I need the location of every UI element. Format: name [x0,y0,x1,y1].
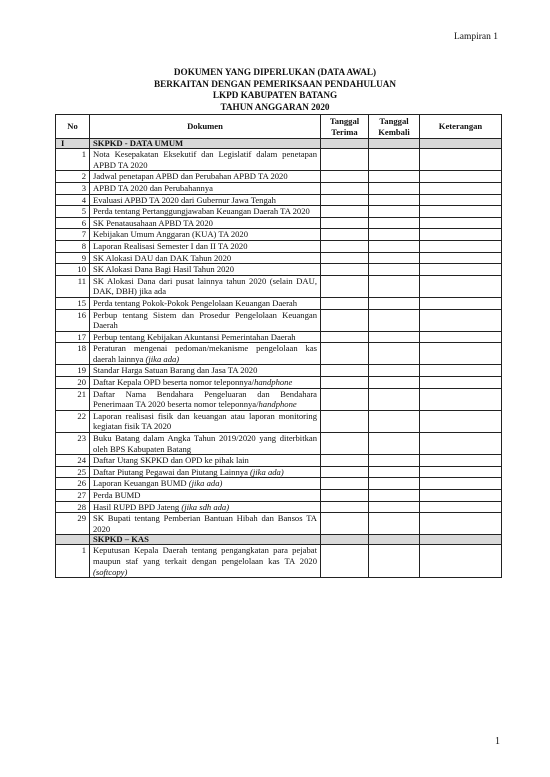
keterangan-cell [420,264,502,276]
document-name: Jadwal penetapan APBD dan Perubahan APBD TA 2020 [90,171,321,183]
keterangan-cell [420,331,502,343]
tanggal-terima-cell [321,331,369,343]
document-name: SK Alokasi DAU dan DAK Tahun 2020 [90,252,321,264]
section-empty-cell [321,139,369,149]
keterangan-cell [420,149,502,171]
table-row [56,264,502,276]
document-name: Kebijakan Umum Anggaran (KUA) TA 2020 [90,229,321,241]
table-body [56,139,502,578]
document-name: Standar Harga Satuan Barang dan Jasa TA 2020 [90,365,321,377]
keterangan-cell [420,377,502,389]
table-row [56,309,502,331]
row-number: 5 [56,206,90,218]
document-name: Daftar Piutang Pegawai dan Piutang Lainnya (jika ada) [90,466,321,478]
tanggal-terima-cell [321,171,369,183]
header-tanggal-terima: Tanggal Terima [321,115,369,139]
row-number: 7 [56,229,90,241]
section-title: SKPKD - DATA UMUM [90,139,321,149]
table-row [56,478,502,490]
tanggal-kembali-cell [369,365,420,377]
tanggal-kembali-cell [369,275,420,297]
table-row [56,466,502,478]
section-empty-cell [369,535,420,545]
tanggal-terima-cell [321,490,369,502]
title-line-4: TAHUN ANGGARAN 2020 [220,101,330,112]
keterangan-cell [420,252,502,264]
section-title: SKPKD – KAS [90,535,321,545]
table-header-row [56,115,502,139]
table-row [56,217,502,229]
tanggal-kembali-cell [369,229,420,241]
tanggal-kembali-cell [369,309,420,331]
keterangan-cell [420,466,502,478]
row-number: 29 [56,513,90,535]
table-row [56,433,502,455]
section-empty-cell [321,535,369,545]
document-title [0,67,550,113]
tanggal-terima-cell [321,309,369,331]
document-name: Laporan Realisasi Semester I dan II TA 2020 [90,240,321,252]
title-line-3: LKPD KABUPATEN BATANG [212,90,338,101]
section-empty-cell [420,139,502,149]
document-name: Buku Batang dalam Angka Tahun 2019/2020 yang diterbitkan oleh BPS Kabupaten Batang [90,433,321,455]
table-row [56,501,502,513]
tanggal-terima-cell [321,455,369,467]
row-number: 9 [56,252,90,264]
tanggal-kembali-cell [369,217,420,229]
row-number: 27 [56,490,90,502]
row-number: 3 [56,182,90,194]
table-row [56,252,502,264]
tanggal-kembali-cell [369,377,420,389]
keterangan-cell [420,545,502,578]
document-name: Evaluasi APBD TA 2020 dari Gubernur Jawa Tengah [90,194,321,206]
row-number: 21 [56,388,90,410]
page-number: 1 [495,736,500,747]
row-number: 18 [56,343,90,365]
tanggal-terima-cell [321,240,369,252]
document-name: SK Penatausahaan APBD TA 2020 [90,217,321,229]
keterangan-cell [420,513,502,535]
keterangan-cell [420,240,502,252]
row-number: 19 [56,365,90,377]
document-name: Perbup tentang Sistem dan Prosedur Pengelolaan Keuangan Daerah [90,309,321,331]
document-name: Daftar Utang SKPKD dan OPD ke pihak lain [90,455,321,467]
section-number: I [56,139,90,149]
row-number: 24 [56,455,90,467]
table-row [56,331,502,343]
row-number: 22 [56,410,90,432]
tanggal-terima-cell [321,513,369,535]
table-row [56,229,502,241]
tanggal-kembali-cell [369,410,420,432]
keterangan-cell [420,229,502,241]
table-row [56,149,502,171]
tanggal-terima-cell [321,388,369,410]
tanggal-terima-cell [321,545,369,578]
header-tanggal-kembali: Tanggal Kembali [369,115,420,139]
row-number: 4 [56,194,90,206]
row-number: 25 [56,466,90,478]
tanggal-kembali-cell [369,182,420,194]
tanggal-terima-cell [321,410,369,432]
tanggal-kembali-cell [369,331,420,343]
tanggal-terima-cell [321,229,369,241]
document-table [55,114,502,578]
tanggal-kembali-cell [369,264,420,276]
keterangan-cell [420,297,502,309]
document-name: Nota Kesepakatan Eksekutif dan Legislatif dalam penetapan APBD TA 2020 [90,149,321,171]
tanggal-terima-cell [321,501,369,513]
tanggal-terima-cell [321,217,369,229]
tanggal-kembali-cell [369,388,420,410]
tanggal-terima-cell [321,252,369,264]
document-name: Perbup tentang Kebijakan Akuntansi Pemerintahan Daerah [90,331,321,343]
table-row [56,455,502,467]
row-number: 10 [56,264,90,276]
tanggal-kembali-cell [369,149,420,171]
row-number: 20 [56,377,90,389]
row-number: 1 [56,149,90,171]
document-name: SK Alokasi Dana Bagi Hasil Tahun 2020 [90,264,321,276]
keterangan-cell [420,478,502,490]
document-name: Perda tentang Pertanggungjawaban Keuangan Daerah TA 2020 [90,206,321,218]
tanggal-terima-cell [321,194,369,206]
row-number: 17 [56,331,90,343]
tanggal-kembali-cell [369,194,420,206]
tanggal-terima-cell [321,377,369,389]
tanggal-kembali-cell [369,206,420,218]
section-number [56,535,90,545]
table-row [56,182,502,194]
keterangan-cell [420,275,502,297]
document-name: Perda BUMD [90,490,321,502]
row-number: 6 [56,217,90,229]
row-number: 26 [56,478,90,490]
section-header-row [56,535,502,545]
keterangan-cell [420,343,502,365]
tanggal-kembali-cell [369,545,420,578]
tanggal-kembali-cell [369,490,420,502]
keterangan-cell [420,194,502,206]
tanggal-kembali-cell [369,297,420,309]
row-number: 16 [56,309,90,331]
keterangan-cell [420,433,502,455]
section-empty-cell [369,139,420,149]
table-row [56,275,502,297]
row-number: 11 [56,275,90,297]
title-line-2: BERKAITAN DENGAN PEMERIKSAAN PENDAHULUAN [153,78,397,89]
document-name: SK Alokasi Dana dari pusat lainnya tahun 2020 (selain DAU, DAK, DBH) jika ada [90,275,321,297]
row-number: 1 [56,545,90,578]
document-name: APBD TA 2020 dan Perubahannya [90,182,321,194]
tanggal-kembali-cell [369,466,420,478]
document-name: Daftar Kepala OPD beserta nomor teleponnya/handphone [90,377,321,389]
tanggal-kembali-cell [369,343,420,365]
table-row [56,194,502,206]
tanggal-terima-cell [321,264,369,276]
tanggal-terima-cell [321,433,369,455]
tanggal-kembali-cell [369,171,420,183]
tanggal-terima-cell [321,478,369,490]
tanggal-terima-cell [321,149,369,171]
document-name: Laporan realisasi fisik dan keuangan atau laporan monitoring kegiatan fisik TA 2020 [90,410,321,432]
row-number: 8 [56,240,90,252]
row-number: 15 [56,297,90,309]
table-row [56,388,502,410]
tanggal-kembali-cell [369,501,420,513]
keterangan-cell [420,388,502,410]
tanggal-terima-cell [321,206,369,218]
tanggal-terima-cell [321,343,369,365]
document-name: Laporan Keuangan BUMD (jika ada) [90,478,321,490]
row-number: 28 [56,501,90,513]
keterangan-cell [420,410,502,432]
document-name: Peraturan mengenai pedoman/mekanisme pengelolaan kas daerah lainnya (jika ada) [90,343,321,365]
table-row [56,410,502,432]
section-empty-cell [420,535,502,545]
header-dokumen: Dokumen [90,115,321,139]
table-row [56,297,502,309]
table-row [56,240,502,252]
tanggal-terima-cell [321,297,369,309]
document-name: Daftar Nama Bendahara Pengeluaran dan Bendahara Penerimaan TA 2020 beserta nomor teleponnya/handphone [90,388,321,410]
table-row [56,377,502,389]
document-name: SK Bupati tentang Pemberian Bantuan Hibah dan Bansos TA 2020 [90,513,321,535]
row-number: 23 [56,433,90,455]
header-no: No [56,115,90,139]
title-line-1: DOKUMEN YANG DIPERLUKAN (DATA AWAL) [173,67,377,77]
tanggal-kembali-cell [369,513,420,535]
tanggal-kembali-cell [369,455,420,467]
keterangan-cell [420,171,502,183]
tanggal-terima-cell [321,275,369,297]
table-row [56,545,502,578]
tanggal-kembali-cell [369,240,420,252]
keterangan-cell [420,217,502,229]
table-row [56,343,502,365]
tanggal-kembali-cell [369,252,420,264]
keterangan-cell [420,206,502,218]
keterangan-cell [420,501,502,513]
keterangan-cell [420,455,502,467]
document-name: Hasil RUPD BPD Jateng (jika sdh ada) [90,501,321,513]
table-row [56,513,502,535]
tanggal-kembali-cell [369,478,420,490]
keterangan-cell [420,365,502,377]
document-name: Keputusan Kepala Daerah tentang pengangkatan para pejabat maupun staf yang terkait dengan pengelolaan kas TA 2020 (softcopy) [90,545,321,578]
tanggal-kembali-cell [369,433,420,455]
table-row [56,171,502,183]
tanggal-terima-cell [321,182,369,194]
keterangan-cell [420,309,502,331]
header-keterangan: Keterangan [420,115,502,139]
table-row [56,206,502,218]
tanggal-terima-cell [321,365,369,377]
table-row [56,490,502,502]
keterangan-cell [420,182,502,194]
table-row [56,365,502,377]
document-name: Perda tentang Pokok-Pokok Pengelolaan Keuangan Daerah [90,297,321,309]
tanggal-terima-cell [321,466,369,478]
section-header-row [56,139,502,149]
keterangan-cell [420,490,502,502]
row-number: 2 [56,171,90,183]
attachment-label: Lampiran 1 [453,32,498,42]
